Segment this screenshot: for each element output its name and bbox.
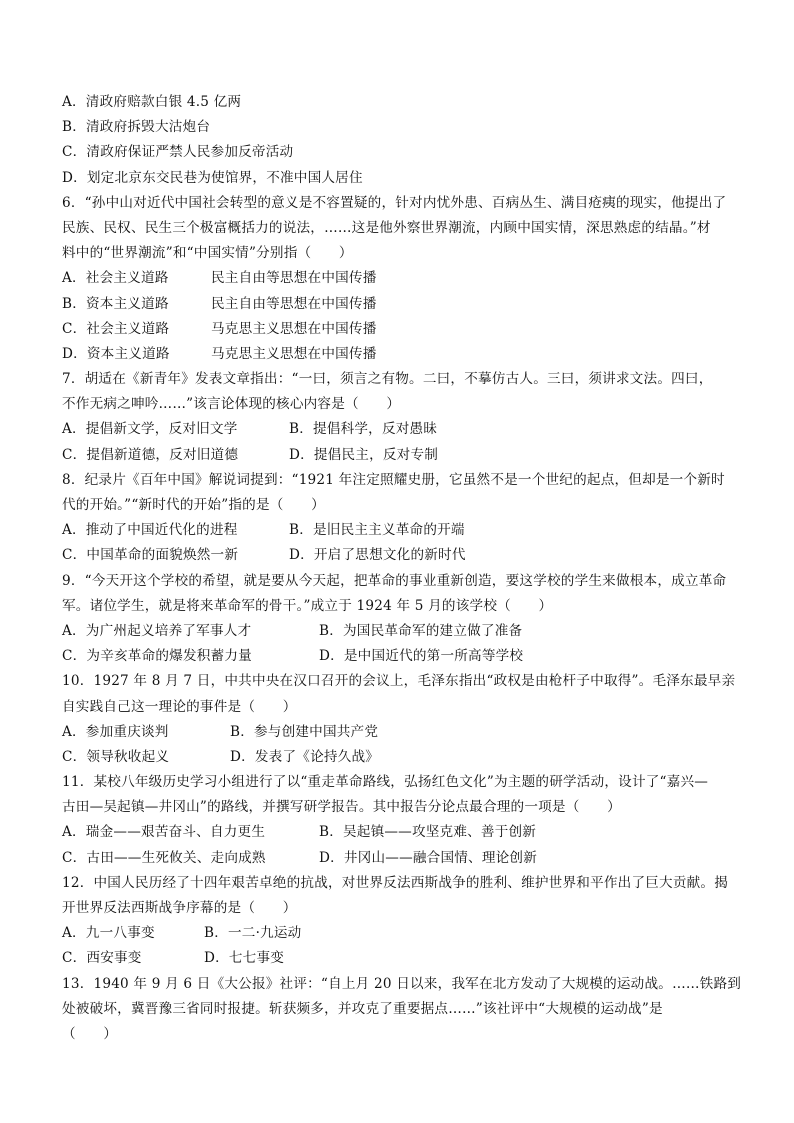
q10-stem-line-1: 10．1927 年 8 月 7 日，中共中央在汉口召开的会议上，毛泽东指出“政权是由枪杆子中取得”。毛泽东最早亲	[62, 673, 736, 690]
q10-option-b: B．参与创建中国共产党	[230, 723, 379, 740]
q12-option-d: D．七七事变	[204, 950, 285, 967]
q6-option-c-path: C．社会主义道路	[62, 320, 170, 337]
q6-option-b-trend: 民主自由等思想在中国传播	[211, 295, 377, 312]
q10-options-row-1	[62, 720, 734, 745]
q7-option-b: B．提倡科学，反对愚昧	[289, 421, 438, 438]
q11-options-row-2	[62, 846, 734, 871]
q11-option-b: B．吴起镇——攻坚克难、善于创新	[319, 824, 537, 841]
q10-options-row-2	[62, 745, 734, 770]
q11-option-c: C．古田——生死攸关、走向成熟	[62, 849, 266, 866]
q6-option-b-path: B．资本主义道路	[62, 295, 169, 312]
q11-option-d: D．井冈山——融合国情、理论创新	[319, 849, 538, 866]
q7-options-row-1	[62, 417, 734, 442]
q5-option-c: C．清政府保证严禁人民参加反帝活动	[62, 144, 294, 161]
q11-options-row-1	[62, 820, 734, 845]
q12-options-row-1	[62, 921, 734, 946]
q6-option-d	[62, 342, 734, 367]
q10-stem-line-2: 自实践自己这一理论的事件是（ ）	[62, 698, 297, 715]
q8-stem-line-1: 8．纪录片《百年中国》解说词提到：“1921 年注定照耀史册，它虽然不是一个世纪的起点，但却是一个新时	[62, 471, 725, 488]
q12-option-b: B．一二·九运动	[204, 925, 302, 942]
q7-stem-line-2: 不作无病之呻吟……”该言论体现的核心内容是（ ）	[62, 396, 401, 413]
q8-options-row-2	[62, 543, 734, 568]
q6-option-a	[62, 266, 734, 291]
q8-option-a: A．推动了中国近代化的进程	[62, 522, 238, 539]
q11-stem-line-1: 11．某校八年级历史学习小组进行了以“重走革命路线，弘扬红色文化”为主题的研学活动，设计了“嘉兴—	[62, 774, 709, 791]
q7-options-row-2	[62, 443, 734, 468]
q6-option-b	[62, 292, 734, 317]
q8-options-row-1	[62, 518, 734, 543]
q10-option-a: A．参加重庆谈判	[62, 723, 169, 740]
q11-stem-line-2: 古田—吴起镇—井冈山”的路线，并撰写研学报告。其中报告分论点最合理的一项是（ ）	[62, 799, 621, 816]
q11-option-a: A．瑞金——艰苦奋斗、自力更生	[62, 824, 266, 841]
exam-page	[62, 90, 742, 1047]
q12-option-a: A．九一八事变	[62, 925, 155, 942]
q9-option-c: C．为辛亥革命的爆发积蓄力量	[62, 648, 252, 665]
q7-stem-line-1: 7．胡适在《新青年》发表文章指出：“一曰，须言之有物。二曰，不摹仿古人。三曰，须讲求文法。四曰，	[62, 371, 713, 388]
q8-option-c: C．中国革命的面貌焕然一新	[62, 547, 239, 564]
q7-option-a: A．提倡新文学，反对旧文学	[62, 421, 238, 438]
q13-stem-line-1: 13．1940 年 9 月 6 日《大公报》社评：“自上月 20 日以来，我军在北方发动了大规模的运动战。……铁路到	[62, 975, 742, 992]
q8-stem-line-2: 代的开始。”“新时代的开始”指的是（ ）	[62, 497, 325, 513]
q9-stem-line-1: 9．“今天开这个学校的希望，就是要从今天起，把革命的事业重新创造，要这学校的学生来做根本，成立革命	[62, 572, 727, 589]
q7-option-d: D．提倡民主，反对专制	[289, 446, 439, 463]
q12-stem-line-1: 12．中国人民历经了十四年艰苦卓绝的抗战，对世界反法西斯战争的胜利、维护世界和平作出了巨大贡献。揭	[62, 874, 728, 891]
q6-stem-line-1: 6．“孙中山对近代中国社会转型的意义是不容置疑的，针对内忧外患、百病丛生、满目疮痍的现实，他提出了	[62, 194, 727, 211]
q6-option-c-trend: 马克思主义思想在中国传播	[211, 320, 377, 337]
q12-stem-line-2: 开世界反法西斯战争序幕的是（ ）	[62, 900, 297, 916]
q8-option-d: D．开启了思想文化的新时代	[289, 547, 466, 564]
q10-option-c: C．领导秋收起义	[62, 748, 170, 765]
q10-option-d: D．发表了《论持久战》	[230, 748, 380, 765]
q13-stem-line-3: （ ）	[62, 1025, 118, 1042]
q9-options-row-1	[62, 619, 734, 644]
q5-option-d: D．划定北京东交民巷为使馆界，不准中国人居住	[62, 169, 363, 186]
q6-option-d-path: D．资本主义道路	[62, 345, 170, 362]
q5-option-b: B．清政府拆毁大沽炮台	[62, 119, 211, 136]
q6-option-d-trend: 马克思主义思想在中国传播	[211, 345, 377, 362]
q9-option-b: B．为国民革命军的建立做了准备	[319, 622, 523, 639]
q12-option-c: C．西安事变	[62, 950, 142, 967]
q6-stem-line-3: 料中的“世界潮流”和“中国实情”分别指（ ）	[62, 245, 353, 262]
q6-stem-line-2: 民族、民权、民生三个极富概括力的说法，……这是他外察世界潮流，内顾中国实情，深思熟虑的结晶。”材	[62, 219, 711, 236]
q12-options-row-2	[62, 946, 734, 971]
q13-stem-line-2: 处被破坏，冀晋豫三省同时报捷。斩获频多，并攻克了重要据点……”该社评中“大规模的运动战”是	[62, 1000, 663, 1017]
q6-option-a-trend: 民主自由等思想在中国传播	[211, 270, 377, 287]
q5-option-a: A．清政府赔款白银 4.5 亿两	[62, 94, 242, 110]
q6-option-c	[62, 317, 734, 342]
q7-option-c: C．提倡新道德，反对旧道德	[62, 446, 239, 463]
q9-stem-line-2: 军。诸位学生，就是将来革命军的骨干。”成立于 1924 年 5 月的该学校（ ）	[62, 597, 553, 614]
q9-option-d: D．是中国近代的第一所高等学校	[319, 648, 524, 665]
q9-option-a: A．为广州起义培养了军事人才	[62, 622, 252, 639]
q8-option-b: B．是旧民主主义革命的开端	[289, 522, 465, 539]
q9-options-row-2	[62, 644, 734, 669]
q6-option-a-path: A．社会主义道路	[62, 270, 169, 287]
